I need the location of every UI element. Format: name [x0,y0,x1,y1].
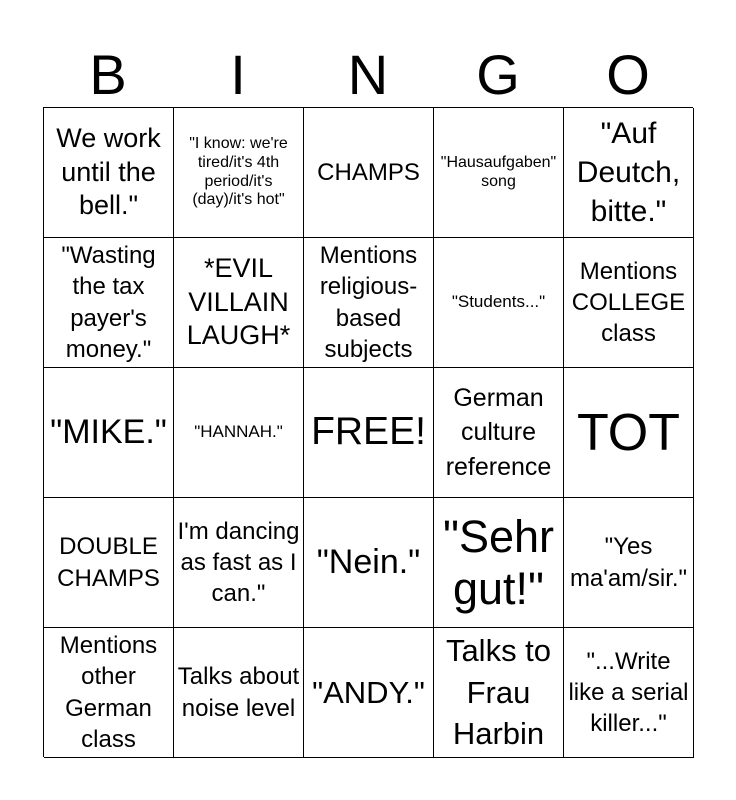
bingo-cell-r5-c4: Talks to Frau Harbin [434,628,564,758]
bingo-cell-r3-c2: "HANNAH." [174,368,304,498]
bingo-cell-r5-c1: Mentions other German class [44,628,174,758]
bingo-cell-r3-c5: TOT [564,368,694,498]
bingo-cell-r1-c2: "I know: we're tired/it's 4th period/it's (day)/it's hot" [174,108,304,238]
bingo-header [43,42,693,108]
header-letter-i: I [230,43,246,106]
header-letter-o: O [606,43,650,106]
bingo-grid [43,107,693,757]
bingo-cell-r3-c1: "MIKE." [44,368,174,498]
header-letter-g: G [476,43,520,106]
bingo-cell-r5-c2: Talks about noise level [174,628,304,758]
header-letter-n: N [347,43,389,106]
bingo-cell-r3-c3-free: FREE! [304,368,434,498]
bingo-cell-r1-c3: CHAMPS [304,108,434,238]
bingo-cell-r5-c5: "...Write like a serial killer..." [564,628,694,758]
bingo-cell-r1-c1: We work until the bell." [44,108,174,238]
bingo-cell-r1-c4: "Hausaufgaben" song [434,108,564,238]
bingo-cell-r2-c1: "Wasting the tax payer's money." [44,238,174,368]
bingo-cell-r4-c1: DOUBLE CHAMPS [44,498,174,628]
bingo-cell-r4-c2: I'm dancing as fast as I can." [174,498,304,628]
bingo-cell-r4-c4: "Sehr gut!" [434,498,564,628]
bingo-cell-r2-c4: "Students..." [434,238,564,368]
bingo-cell-r2-c5: Mentions COLLEGE class [564,238,694,368]
bingo-cell-r4-c5: "Yes ma'am/sir." [564,498,694,628]
header-letter-b: B [89,43,127,106]
bingo-cell-r2-c3: Mentions religious-based subjects [304,238,434,368]
bingo-cell-r5-c3: "ANDY." [304,628,434,758]
bingo-cell-r1-c5: "Auf Deutch, bitte." [564,108,694,238]
bingo-cell-r4-c3: "Nein." [304,498,434,628]
bingo-cell-r3-c4: German culture reference [434,368,564,498]
bingo-cell-r2-c2: *EVIL VILLAIN LAUGH* [174,238,304,368]
